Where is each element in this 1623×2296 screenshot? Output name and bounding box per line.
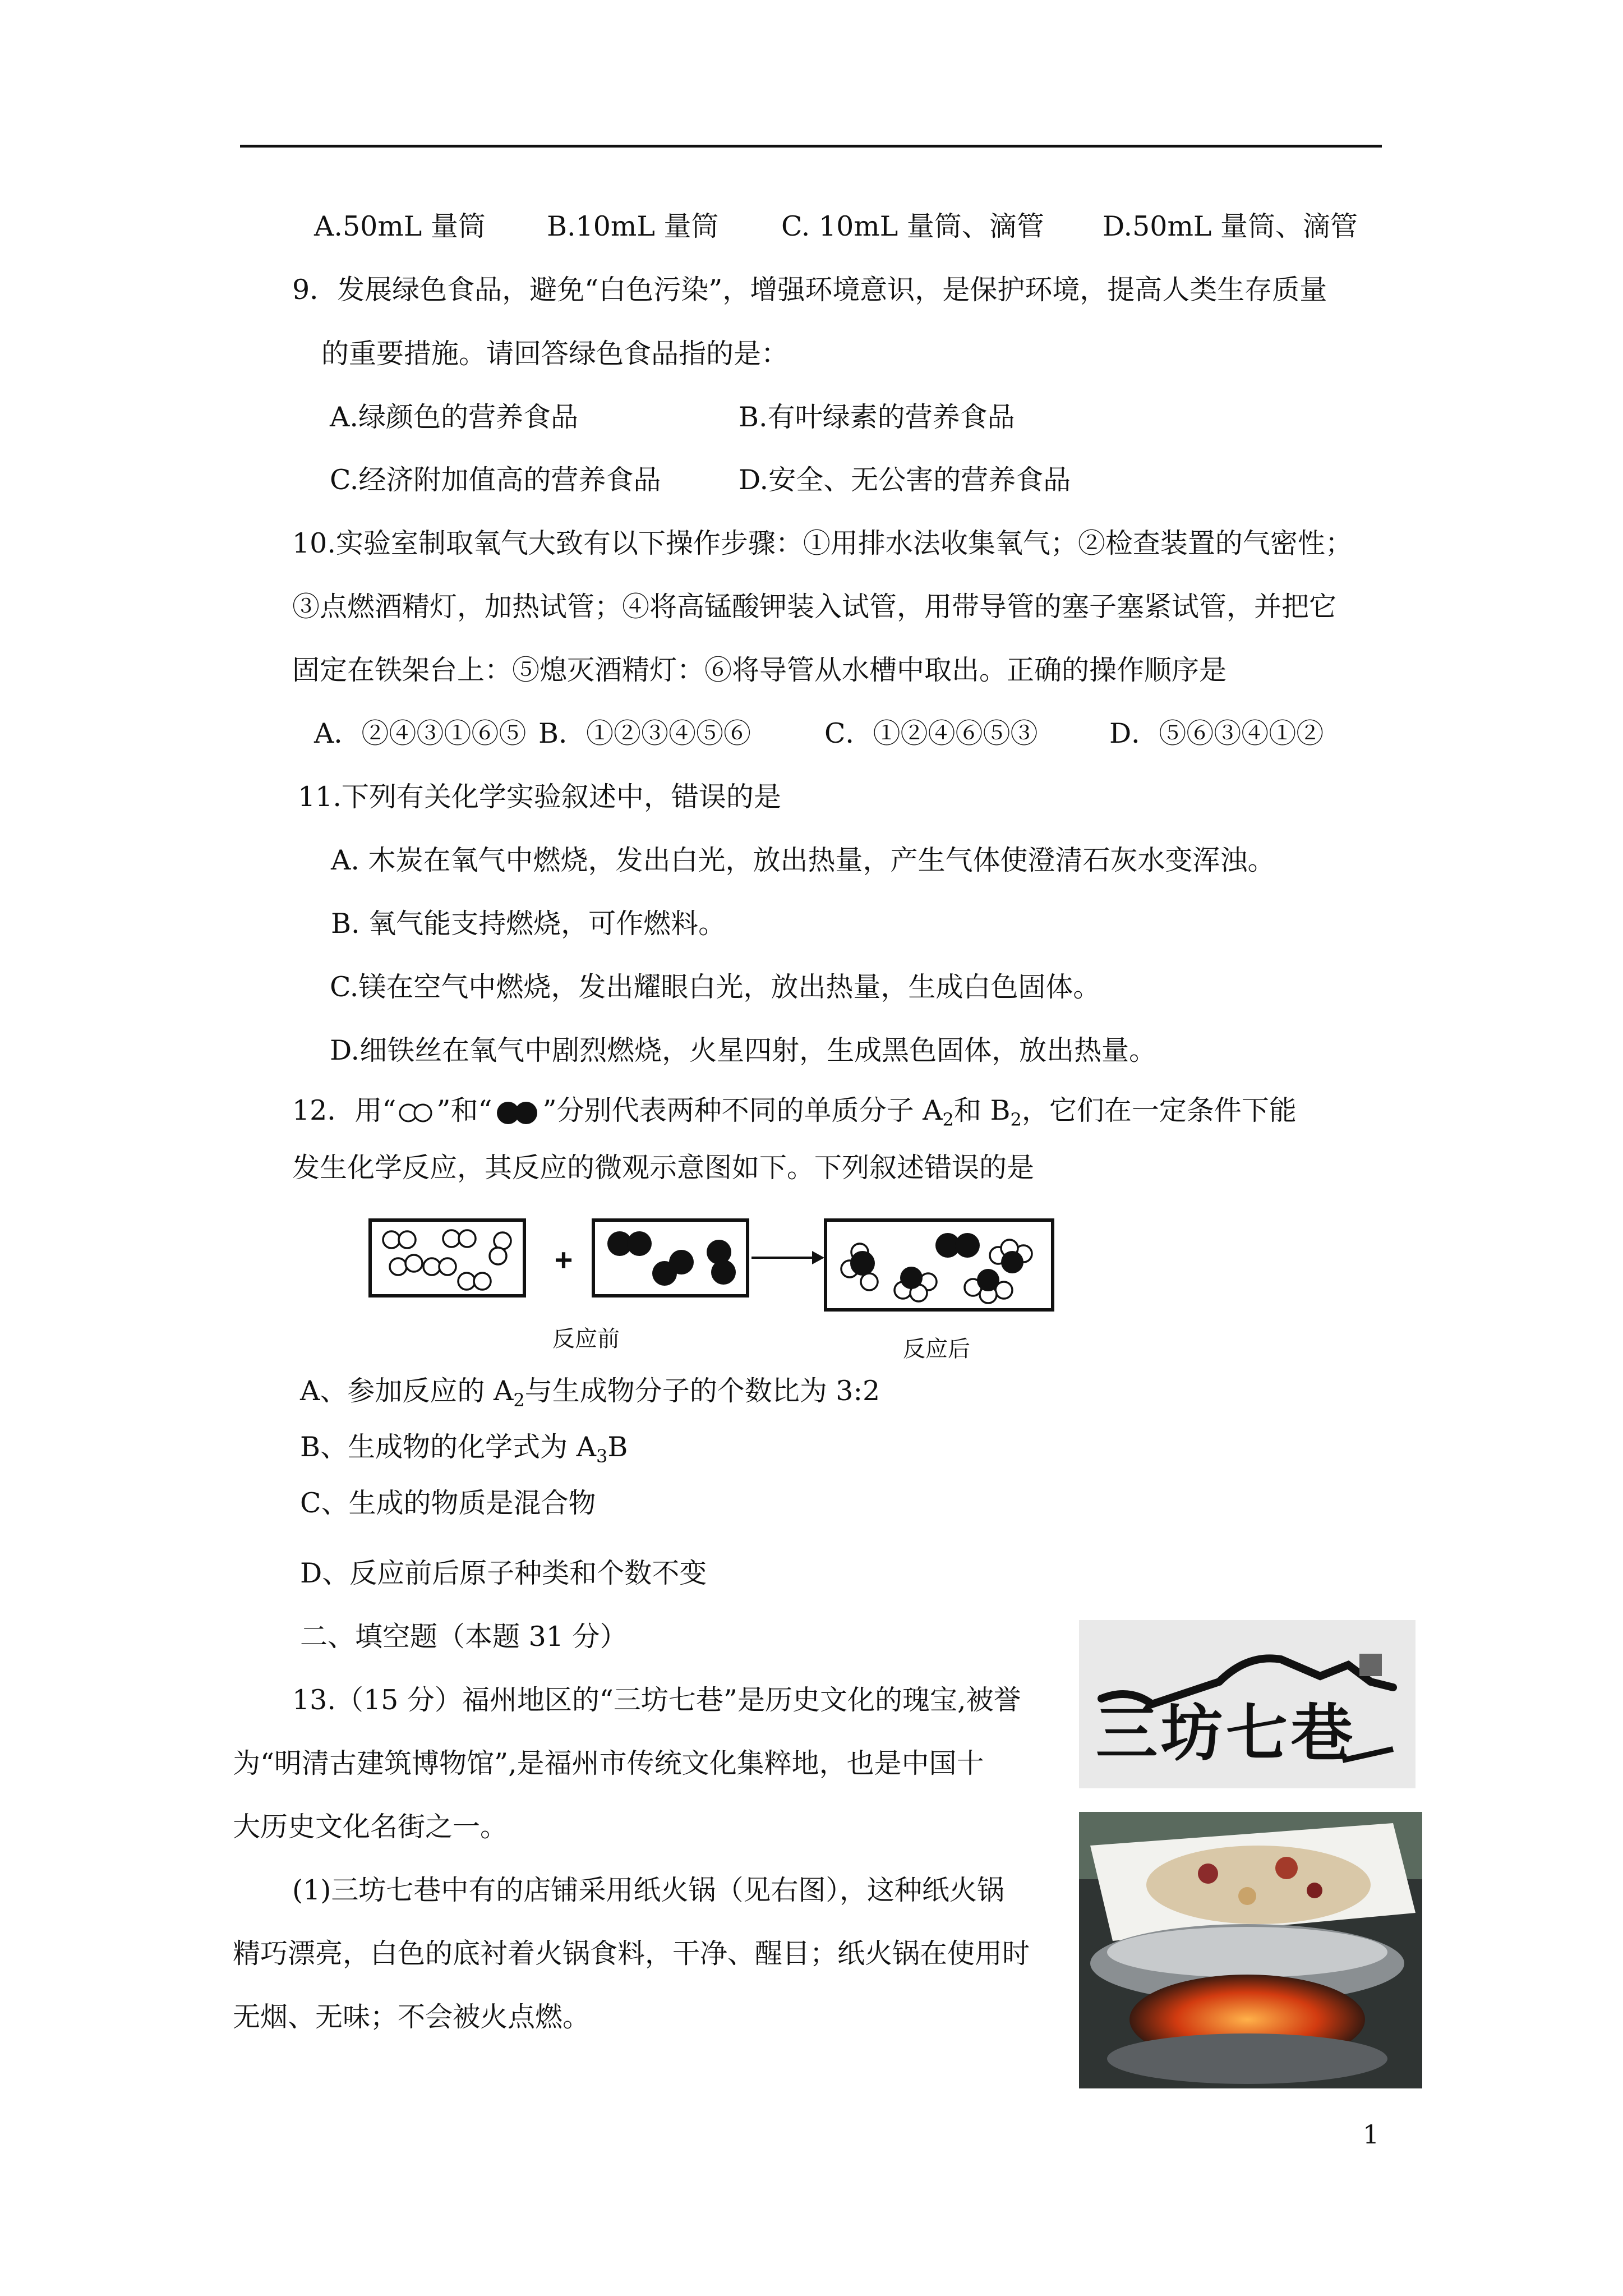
section-2-title: 二、填空题（本题 31 分） bbox=[300, 1621, 628, 1653]
q13-line-1: 13.（15 分）福州地区的“三坊七巷”是历史文化的瑰宝,被誉 bbox=[292, 1684, 1021, 1716]
q8-option-d: D.50mL 量筒、滴管 bbox=[1103, 210, 1358, 242]
q12-stem-line-1 bbox=[292, 1094, 1297, 1128]
q9-stem-line-1: 9．发展绿色食品，避免“白色污染”，增强环境意识，是保护环境，提高人类生存质量 bbox=[292, 274, 1327, 306]
logo-drawing bbox=[1079, 1620, 1415, 1788]
q12-stem-line-2: 发生化学反应，其反应的微观示意图如下。下列叙述错误的是 bbox=[292, 1152, 1035, 1184]
q12-option-b-text-1: B、生成物的化学式为 A bbox=[300, 1431, 596, 1463]
q12-stem-part-5: ，它们在一定条件下能 bbox=[1021, 1094, 1297, 1126]
q10-stem-line-2: ③点燃酒精灯，加热试管；④将高锰酸钾装入试管，用带导管的塞子塞紧试管，并把它 bbox=[292, 591, 1337, 623]
paper-hotpot-photo bbox=[1079, 1812, 1422, 2088]
q12-stem-part-4: 和 B bbox=[953, 1094, 1011, 1126]
q11-stem: 11.下列有关化学实验叙述中，错误的是 bbox=[298, 781, 781, 813]
q10-option-b: B．①②③④⑤⑥ bbox=[538, 717, 751, 749]
plus-sign: + bbox=[554, 1242, 573, 1277]
q9-option-d: D.安全、无公害的营养食品 bbox=[739, 464, 1071, 496]
q12-option-a-text-2: 与生成物分子的个数比为 3:2 bbox=[524, 1375, 880, 1407]
label-after: 反应后 bbox=[903, 1336, 970, 1362]
q12-option-b bbox=[300, 1430, 628, 1467]
q13-line-2: 为“明清古建筑博物馆”,是福州市传统文化集粹地，也是中国十 bbox=[233, 1747, 984, 1779]
q12-option-b-sub: 3 bbox=[596, 1445, 608, 1467]
q11-option-c: C.镁在空气中燃烧，发出耀眼白光，放出热量，生成白色固体。 bbox=[330, 971, 1101, 1003]
q10-stem-line-1: 10.实验室制取氧气大致有以下操作步骤：①用排水法收集氧气；②检查装置的气密性； bbox=[292, 527, 1353, 559]
header-rule bbox=[240, 145, 1382, 148]
q11-option-a: A. 木炭在氧气中燃烧，发出白光，放出热量，产生气体使澄清石灰水变浑浊。 bbox=[331, 844, 1275, 876]
q12-option-c: C、生成的物质是混合物 bbox=[300, 1487, 596, 1519]
q9-option-a: A.绿颜色的营养食品 bbox=[330, 401, 578, 433]
b2-molecule-symbol bbox=[492, 1100, 543, 1126]
q11-option-b: B. 氧气能支持燃烧，可作燃料。 bbox=[331, 908, 726, 940]
label-before: 反应前 bbox=[552, 1326, 620, 1352]
q13-line-3: 大历史文化名街之一。 bbox=[233, 1811, 508, 1843]
logo-text: 三坊七巷 bbox=[1096, 1697, 1356, 1769]
q9-option-c: C.经济附加值高的营养食品 bbox=[330, 464, 661, 496]
q12-stem-part-3: ”分别代表两种不同的单质分子 A bbox=[542, 1094, 943, 1126]
q8-option-b: B.10mL 量筒 bbox=[547, 210, 719, 242]
q13-sub1-line-3: 无烟、无味；不会被火点燃。 bbox=[233, 2001, 591, 2033]
a2-molecule-symbol bbox=[396, 1102, 436, 1124]
q10-option-d: D．⑤⑥③④①② bbox=[1109, 717, 1324, 749]
reaction-diagram bbox=[365, 1212, 1066, 1374]
q12-sub-a: 2 bbox=[942, 1108, 954, 1130]
q12-option-b-text-2: B bbox=[607, 1431, 628, 1463]
q9-option-b: B.有叶绿素的营养食品 bbox=[739, 401, 1015, 433]
q8-option-a: A.50mL 量筒 bbox=[314, 210, 486, 242]
q10-stem-line-3: 固定在铁架台上：⑤熄灭酒精灯：⑥将导管从水槽中取出。正确的操作顺序是 bbox=[292, 654, 1227, 686]
q12-stem-part-1: 12．用“ bbox=[292, 1094, 396, 1126]
hotpot-drawing bbox=[1079, 1812, 1422, 2088]
q9-stem-line-2: 的重要措施。请回答绿色食品指的是： bbox=[321, 338, 789, 370]
q10-option-c: C．①②④⑥⑤③ bbox=[824, 717, 1038, 749]
page-number: 1 bbox=[1363, 2119, 1380, 2150]
q12-sub-b: 2 bbox=[1010, 1108, 1022, 1130]
q12-option-a-sub: 2 bbox=[513, 1389, 525, 1411]
q11-option-d: D.细铁丝在氧气中剧烈燃烧，火星四射，生成黑色固体，放出热量。 bbox=[330, 1034, 1157, 1066]
q13-sub1-line-2: 精巧漂亮，白色的底衬着火锅食料，干净、醒目；纸火锅在使用时 bbox=[233, 1938, 1030, 1970]
q12-stem-part-2: ”和“ bbox=[436, 1094, 492, 1126]
q12-option-a-text-1: A、参加反应的 A bbox=[300, 1375, 514, 1407]
q13-sub1-line-1: (1)三坊七巷中有的店铺采用纸火锅（见右图），这种纸火锅 bbox=[292, 1874, 1004, 1906]
q10-option-a: A．②④③①⑥⑤ bbox=[314, 717, 527, 749]
q8-option-c: C. 10mL 量筒、滴管 bbox=[781, 210, 1044, 242]
q12-option-a bbox=[300, 1374, 880, 1411]
sanfang-qixiang-logo-image bbox=[1079, 1620, 1415, 1788]
q12-option-d: D、反应前后原子种类和个数不变 bbox=[300, 1557, 707, 1589]
